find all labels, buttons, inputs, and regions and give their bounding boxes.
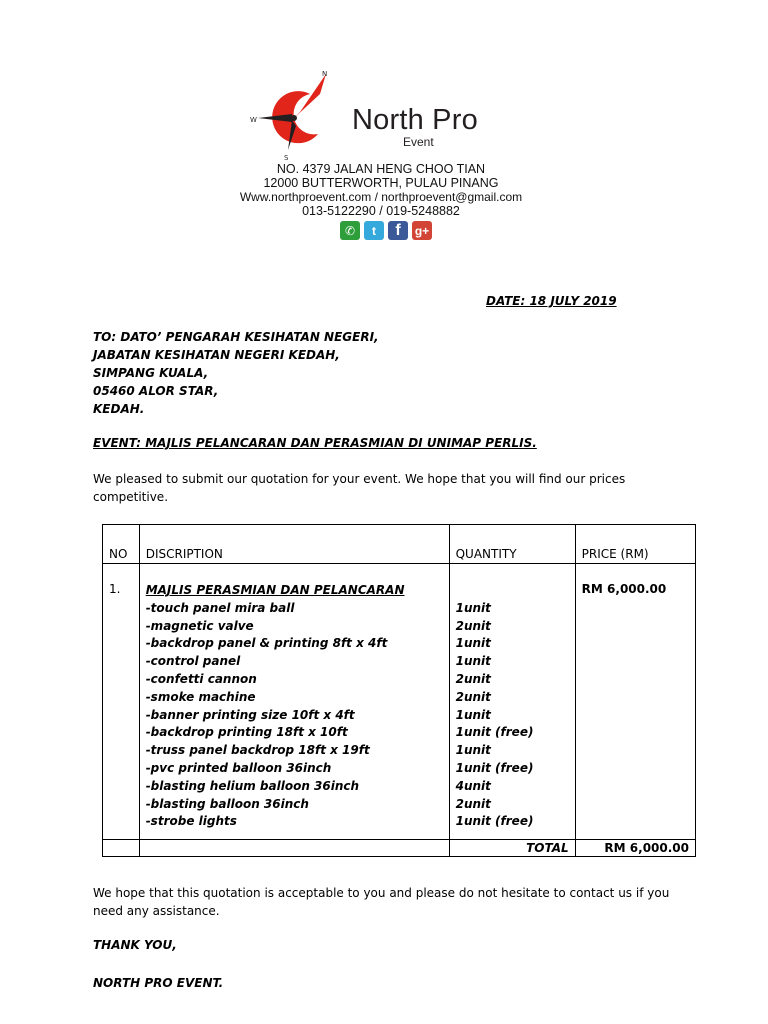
- item-quantity: 1unit (free): [455, 760, 534, 775]
- recipient-line: TO: DATO’ PENGARAH KESIHATAN NEGERI,: [93, 330, 379, 344]
- item-quantity: 1unit: [455, 743, 491, 758]
- item-quantity: 2unit: [455, 618, 491, 633]
- header-no: NO: [103, 525, 140, 564]
- twitter-icon: t: [364, 221, 384, 240]
- recipient-line: JABATAN KESIHATAN NEGERI KEDAH,: [93, 348, 340, 362]
- item-description: -confetti cannon: [145, 671, 257, 686]
- table-total-row: [103, 840, 696, 857]
- row-description: [139, 564, 449, 840]
- item-quantity: 4unit: [455, 778, 491, 793]
- compass-logo-icon: [248, 64, 340, 164]
- recipient-line: 05460 ALOR STAR,: [93, 384, 219, 398]
- brand-name: North Pro: [352, 104, 478, 136]
- google-plus-icon: g+: [412, 221, 432, 240]
- table-header-row: [103, 525, 696, 564]
- item-description: -backdrop panel & printing 8ft x 4ft: [145, 636, 388, 651]
- intro-paragraph: We pleased to submit our quotation for your event. We hope that you will find our prices competitive.: [93, 472, 626, 504]
- closing-paragraph: We hope that this quotation is acceptable to you and please do not hesitate to contact us if you need any assistance.: [93, 886, 670, 918]
- row-price: RM 6,000.00: [575, 564, 695, 840]
- signature: NORTH PRO EVENT.: [93, 976, 224, 990]
- letterhead: [228, 60, 534, 248]
- row-number: 1.: [103, 564, 140, 840]
- item-quantity: 2unit: [455, 796, 491, 811]
- recipient-line: SIMPANG KUALA,: [93, 366, 209, 380]
- item-description: -backdrop printing 18ft x 10ft: [145, 725, 348, 740]
- item-description: -banner printing size 10ft x 4ft: [145, 707, 355, 722]
- item-quantity: 1unit: [455, 654, 491, 669]
- item-description: -touch panel mira ball: [145, 600, 295, 615]
- item-quantity: 1unit: [455, 707, 491, 722]
- social-icons: [340, 221, 432, 241]
- total-label: TOTAL: [449, 840, 575, 857]
- document-date: DATE: 18 JULY 2019: [486, 294, 617, 308]
- header-quantity: QUANTITY: [449, 525, 575, 564]
- total-value: RM 6,000.00: [575, 840, 695, 857]
- facebook-icon: f: [388, 221, 408, 240]
- contact-web: Www.northproevent.com / northproevent@gmail.com: [239, 190, 523, 204]
- item-description: -strobe lights: [145, 814, 237, 829]
- item-quantity: 2unit: [455, 689, 491, 704]
- package-title: MAJLIS PERASMIAN DAN PELANCARAN: [145, 583, 405, 597]
- item-description: -blasting balloon 36inch: [145, 796, 309, 811]
- thank-you: THANK YOU,: [93, 938, 177, 952]
- recipient-address: [93, 328, 379, 418]
- header-price: PRICE (RM): [575, 525, 695, 564]
- item-description: -truss panel backdrop 18ft x 19ft: [145, 743, 370, 758]
- compass-s-label: S: [284, 154, 289, 162]
- address-line-2: 12000 BUTTERWORTH, PULAU PINANG: [263, 176, 499, 190]
- recipient-line: KEDAH.: [93, 402, 145, 416]
- header-description: DISCRIPTION: [139, 525, 449, 564]
- item-quantity: 1unit (free): [455, 814, 534, 829]
- compass-w-label: W: [250, 116, 257, 124]
- item-quantity: 1unit (free): [455, 725, 534, 740]
- item-description: -magnetic valve: [145, 618, 254, 633]
- compass-n-label: N: [322, 70, 328, 78]
- item-quantity: 1unit: [455, 600, 491, 615]
- brand-sub: Event: [403, 135, 434, 149]
- item-description: -smoke machine: [145, 689, 256, 704]
- table-row: [103, 564, 696, 840]
- item-quantity: 1unit: [455, 636, 491, 651]
- item-description: -blasting helium balloon 36inch: [145, 778, 360, 793]
- event-title: EVENT: MAJLIS PELANCARAN DAN PERASMIAN DI UNIMAP PERLIS.: [93, 436, 537, 450]
- item-quantity: 2unit: [455, 671, 491, 686]
- contact-phone: 013-5122290 / 019-5248882: [302, 204, 460, 218]
- whatsapp-icon: ✆: [340, 221, 360, 240]
- row-quantities: [449, 564, 575, 840]
- item-description: -pvc printed balloon 36inch: [145, 760, 332, 775]
- quotation-table: [102, 524, 696, 857]
- address-line-1: NO. 4379 JALAN HENG CHOO TIAN: [276, 162, 486, 176]
- item-description: -control panel: [145, 654, 241, 669]
